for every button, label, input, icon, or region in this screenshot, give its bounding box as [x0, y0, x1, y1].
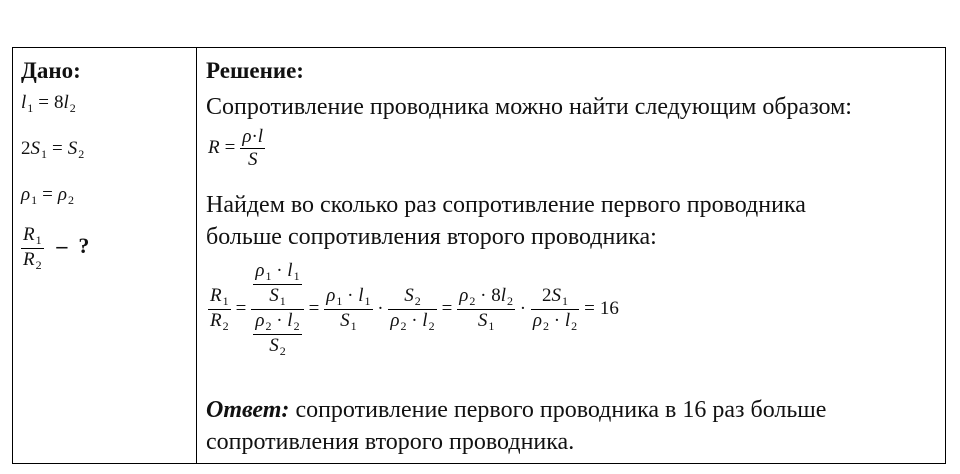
answer-label: Ответ:: [206, 397, 290, 423]
solution-text-1: Сопротивление проводника можно найти следующим образом:: [206, 94, 852, 120]
column-divider: [196, 48, 197, 463]
answer-line-1: [206, 394, 826, 426]
task-table: [12, 47, 946, 464]
answer-text-1: сопротивление первого проводника в 16 раз больше: [295, 397, 827, 423]
formula-resistance: R = $\frac{\rho\cdot l}{S}$: [208, 126, 264, 170]
solution-header: Решение:: [206, 58, 304, 83]
given-column: [13, 48, 196, 463]
answer-line-2: сопротивления второго проводника.: [206, 429, 575, 455]
given-question: $\frac{R_1}{R_2}$ – ?: [23, 224, 90, 272]
given-formula-3: $\rho_1 = \rho_2$: [21, 184, 74, 207]
given-formula-2: $2S_1 = S_2$: [21, 138, 85, 161]
solution-column: [198, 48, 945, 463]
formula-ratio: $\frac{R_1}{R_2}$ = $\frac{\frac{\rho_1 \cdot l_1}{S_1}}{\frac{\rho_2 \cdot l_2}{S_2}}$ = $\frac{\rho_1 \cdot l_1}{S_1}$ · $\frac{S_2}{\rho_2 \cdot l_2}$ = $\frac{\rho_2 \cdot 8l_2}{S_1}$ · $\frac{2S_1}{\rho_2 \cdot l_2}$ = 16: [210, 260, 619, 358]
given-formula-1: $l_1 = 8l_2$: [21, 92, 76, 115]
given-header: Дано:: [21, 58, 81, 83]
solution-text-2b: больше сопротивления второго проводника:: [206, 224, 657, 250]
solution-text-2a: Найдем во сколько раз сопротивление первого проводника: [206, 192, 806, 218]
